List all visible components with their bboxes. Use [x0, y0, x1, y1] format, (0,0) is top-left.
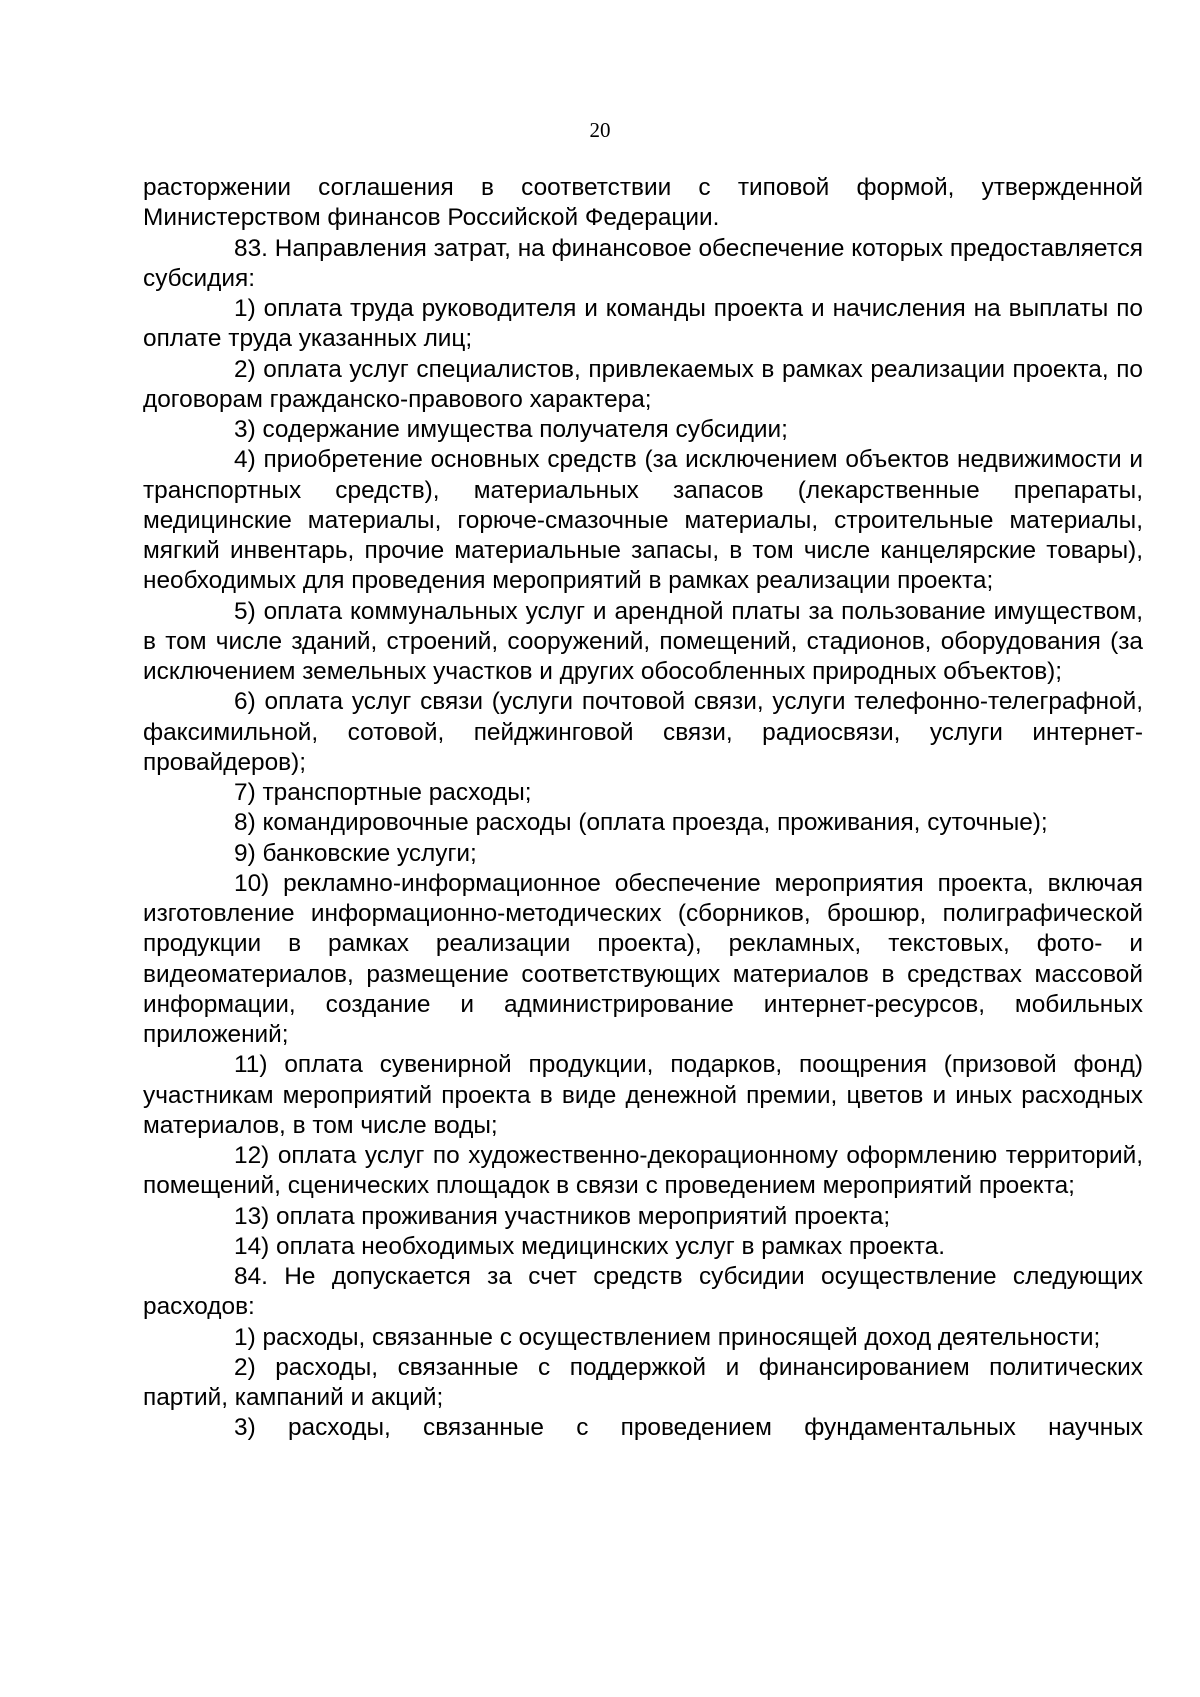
paragraph-83: 83. Направления затрат, на финансовое обеспечение которых предоставляется субсидия:: [143, 234, 1143, 292]
list-item-83-8: 8) командировочные расходы (оплата проезда, проживания, суточные);: [234, 809, 1048, 837]
list-item-83-4: 4) приобретение основных средств (за исключением объектов недвижимости и транспортных средств), материальных запасов (лекарственные препараты, медицинские материалы, горюче-смазочные материалы, строительные материалы, мягкий инвентарь, прочие материальные запасы, в том числе канцелярские товары), необходимых для проведения мероприятий в рамках реализации проекта;: [143, 446, 1143, 595]
list-item-83-1: 1) оплата труда руководителя и команды проекта и начисления на выплаты по оплате труда указанных лиц;: [143, 295, 1143, 353]
list-item-83-3: 3) содержание имущества получателя субсидии;: [234, 416, 788, 443]
list-item-83-10: 10) рекламно-информационное обеспечение мероприятия проекта, включая изготовление информационно-методических (сборников, брошюр, полиграфической продукции в рамках реализации проекта), рекламных, текстовых, фото- и видеоматериалов, размещение соответствующих материалов в средствах массовой информации, создание и администрирование интернет-ресурсов, мобильных приложений;: [143, 869, 1143, 1048]
paragraph-continuation: расторжении соглашения в соответствии с типовой формой, утвержденной Министерством финансов Российской Федерации.: [143, 174, 1143, 232]
list-item-83-14: 14) оплата необходимых медицинских услуг в рамках проекта.: [234, 1232, 945, 1260]
list-item-83-13: 13) оплата проживания участников мероприятий проекта;: [234, 1202, 891, 1230]
list-item-83-9: 9) банковские услуги;: [234, 839, 477, 867]
list-item-83-5: 5) оплата коммунальных услуг и арендной платы за пользование имуществом, в том числе зданий, строений, сооружений, помещений, стадионов, оборудования (за исключением земельных участков и других обособленных природных объектов);: [143, 597, 1143, 685]
list-item-84-1: 1) расходы, связанные с осуществлением приносящей доход деятельности;: [234, 1323, 1101, 1351]
list-item-84-2: 2) расходы, связанные с поддержкой и финансированием политических партий, кампаний и акций;: [143, 1353, 1143, 1411]
list-item-83-12: 12) оплата услуг по художественно-декорационному оформлению территорий, помещений, сценических площадок в связи с проведением мероприятий проекта;: [143, 1142, 1143, 1200]
list-item-83-7: 7) транспортные расходы;: [234, 779, 532, 806]
paragraph-84: 84. Не допускается за счет средств субсидии осуществление следующих расходов:: [143, 1263, 1143, 1321]
page-number: 20: [589, 118, 611, 142]
list-item-83-6: 6) оплата услуг связи (услуги почтовой связи, услуги телефонно-телеграфной, факсимильной, сотовой, пейджинговой связи, радиосвязи, услуги интернет-провайдеров);: [143, 688, 1143, 776]
list-item-83-11: 11) оплата сувенирной продукции, подарков, поощрения (призовой фонд) участникам мероприятий проекта в виде денежной премии, цветов и иных расходных материалов, в том числе воды;: [143, 1051, 1143, 1139]
list-item-84-3: 3) расходы, связанные с проведением фундаментальных научных: [234, 1414, 1143, 1442]
document-body: [143, 173, 1143, 1444]
list-item-83-2: 2) оплата услуг специалистов, привлекаемых в рамках реализации проекта, по договорам гражданско-правового характера;: [143, 355, 1143, 413]
